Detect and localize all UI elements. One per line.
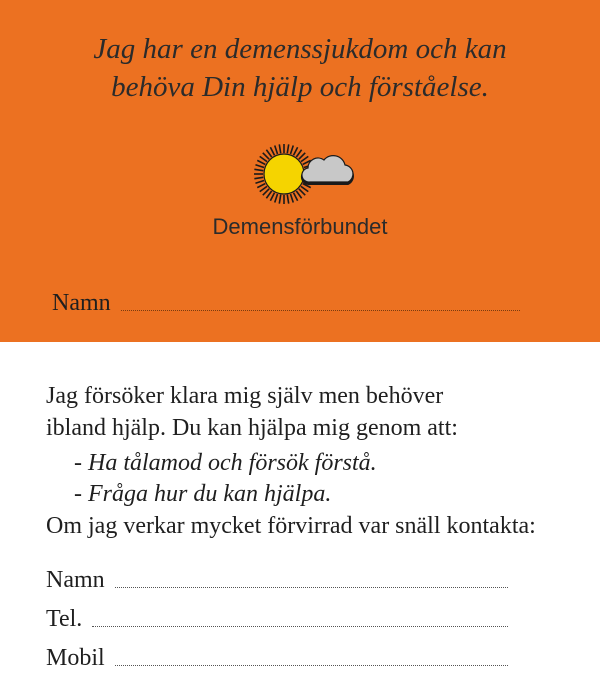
headline-line-2: behöva Din hjälp och förståelse. [111,71,489,103]
intro-line-1: Jag försöker klara mig själv men behöver [46,383,444,409]
headline-line-1: Jag har en demenssjukdom och kan [93,33,507,65]
list-item: - Fråga hur du kan hjälpa. [74,481,332,507]
contact-mobile-field[interactable] [46,645,508,671]
sun-cloud-logo-icon [248,140,358,210]
contact-tel-line[interactable] [92,626,508,627]
help-list [74,448,576,510]
intro-line-2: ibland hjälp. Du kan hjälpa mig genom att: [46,415,458,441]
list-item: - Ha tålamod och försök förstå. [74,450,377,476]
contact-mobile-label: Mobil [46,645,105,671]
header-name-label: Namn [52,290,111,316]
headline [0,30,600,106]
contact-tel-field[interactable] [46,606,508,632]
body-text [46,380,576,542]
brand-name: Demensförbundet [212,214,388,239]
contact-name-line[interactable] [115,587,508,588]
header-name-field[interactable] [52,290,520,316]
contact-name-label: Namn [46,567,105,593]
contact-mobile-line[interactable] [115,665,508,666]
contact-name-field[interactable] [46,567,508,593]
header-panel [0,0,600,342]
contact-prompt: Om jag verkar mycket förvirrad var snäll kontakta: [46,513,536,539]
header-name-line[interactable] [121,310,520,311]
contact-tel-label: Tel. [46,606,83,632]
